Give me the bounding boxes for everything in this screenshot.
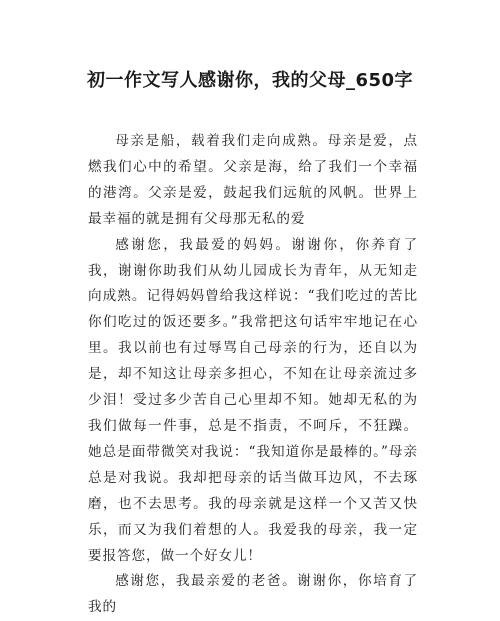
- document-title: 初一作文写人感谢你，我的父母_650字: [86, 70, 414, 91]
- paragraph: 感谢您，我最亲爱的老爸。谢谢你，你培育了我的: [88, 573, 418, 616]
- paragraph: 感谢您，我最爱的妈妈。谢谢你，你养育了我，谢谢你助我们从幼儿园成长为青年，从无知走向成熟。记得妈妈曾给我这样说：“我们吃过的苦比你们吃过的饭还要多。”我常把这句话牢牢地记在心里。我以前也有过辱骂自己母亲的行为，还自以为是，却不知这让母亲多担心，不知在让母亲流过多少泪！受过多少苦自己心里却不知。她却无私的为我们做每一件事，总是不指责，不呵斥，不狂躁。她总是面带微笑对我说：“我知道你是最棒的。”母亲总是对我说。我却把母亲的话当做耳边风，不去琢磨，也不去思考。我的母亲就是这样一个又苦又快乐，而又为我们着想的人。我爱我的母亲，我一定要报答您，做一个好女儿！: [88, 236, 418, 564]
- document-body: [88, 129, 418, 621]
- paragraph: 母亲是船，载着我们走向成熟。母亲是爱，点燃我们心中的希望。父亲是海，给了我们一个幸福的港湾。父亲是爱，鼓起我们远航的风帆。世界上最幸福的就是拥有父母那无私的爱: [88, 133, 418, 227]
